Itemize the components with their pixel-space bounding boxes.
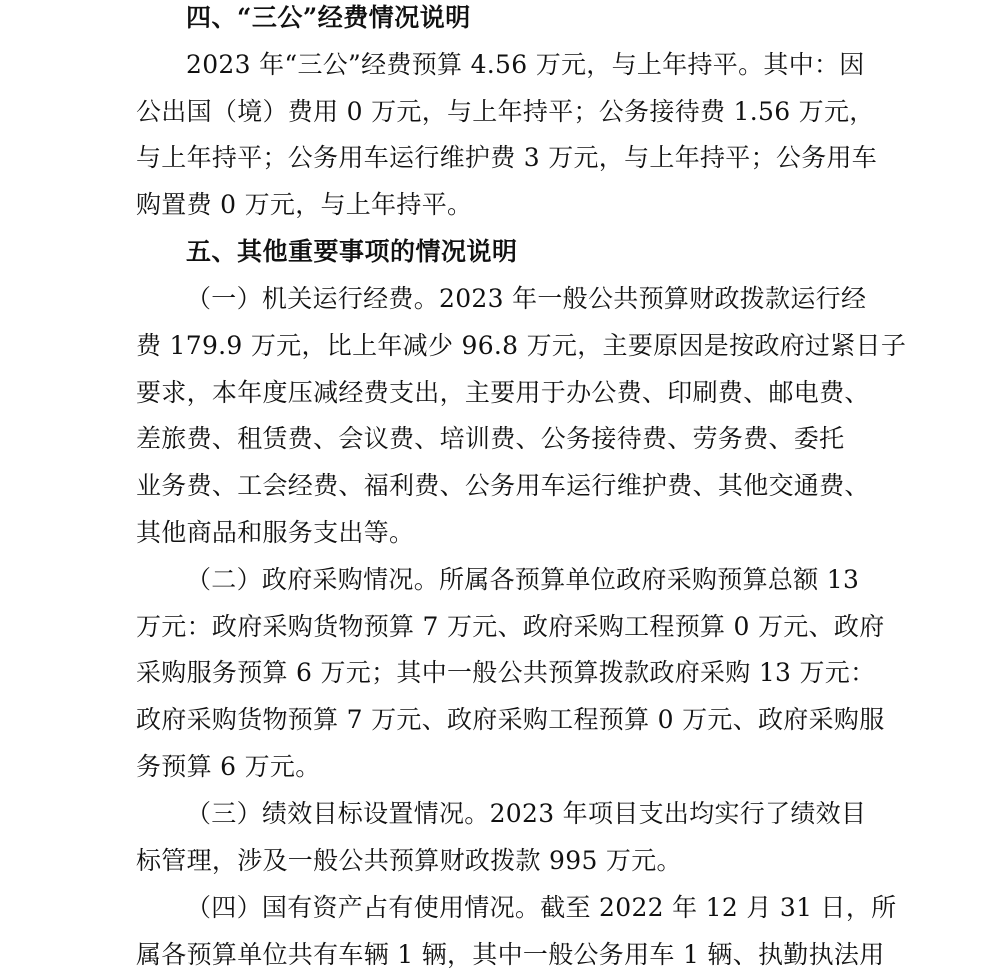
paragraph-line: （一）机关运行经费。2023 年一般公共预算财政拨款运行经 xyxy=(186,284,867,313)
paragraph-line: 与上年持平；公务用车运行维护费 3 万元，与上年持平；公务用车 xyxy=(136,143,878,172)
paragraph-line: 要求，本年度压减经费支出，主要用于办公费、印刷费、邮电费、 xyxy=(136,378,870,407)
paragraph-line: 购置费 0 万元，与上年持平。 xyxy=(136,190,473,219)
paragraph-line: 政府采购货物预算 7 万元、政府采购工程预算 0 万元、政府采购服 xyxy=(136,705,885,734)
paragraph-line: 费 179.9 万元，比上年减少 96.8 万元，主要原因是按政府过紧日子 xyxy=(136,331,907,360)
paragraph-line: 属各预算单位共有车辆 1 辆，其中一般公务用车 1 辆、执勤执法用 xyxy=(136,940,885,969)
paragraph-line: 业务费、工会经费、福利费、公务用车运行维护费、其他交通费、 xyxy=(136,471,870,500)
paragraph-line: 其他商品和服务支出等。 xyxy=(136,518,415,547)
paragraph-line: 采购服务预算 6 万元；其中一般公共预算拨款政府采购 13 万元： xyxy=(136,658,876,687)
paragraph-line: （三）绩效目标设置情况。2023 年项目支出均实行了绩效目 xyxy=(186,799,867,828)
paragraph-line: 万元：政府采购货物预算 7 万元、政府采购工程预算 0 万元、政府 xyxy=(136,612,885,641)
section-heading-four: 四、“三公”经费情况说明 xyxy=(186,3,471,32)
paragraph-line: 标管理，涉及一般公共预算财政拨款 995 万元。 xyxy=(136,846,682,875)
paragraph-line: 务预算 6 万元。 xyxy=(136,752,321,781)
paragraph-line: （二）政府采购情况。所属各预算单位政府采购预算总额 13 xyxy=(186,565,860,594)
paragraph-line: 差旅费、租赁费、会议费、培训费、公务接待费、劳务费、委托 xyxy=(136,424,845,453)
paragraph-line: （四）国有资产占有使用情况。截至 2022 年 12 月 31 日，所 xyxy=(186,893,897,922)
section-heading-five: 五、其他重要事项的情况说明 xyxy=(186,237,518,266)
paragraph-line: 2023 年“三公”经费预算 4.56 万元，与上年持平。其中：因 xyxy=(186,50,865,79)
paragraph-line: 公出国（境）费用 0 万元，与上年持平；公务接待费 1.56 万元， xyxy=(136,97,875,126)
